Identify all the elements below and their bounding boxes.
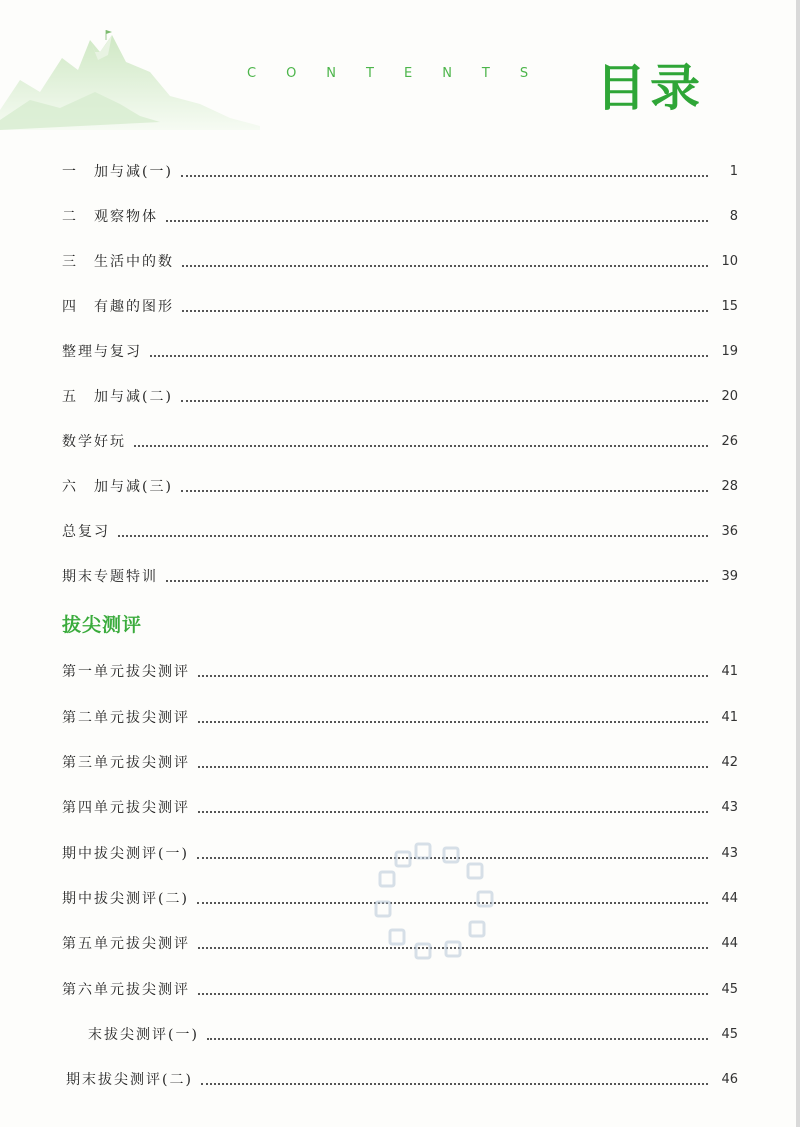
- test-entry[interactable]: [62, 976, 738, 1000]
- toc-entry[interactable]: [62, 428, 738, 452]
- test-page-number: 41: [721, 710, 738, 725]
- test-label: 期末拔尖测评(二): [66, 1072, 193, 1088]
- test-page-number: 44: [721, 891, 738, 906]
- dot-leader: [150, 355, 708, 357]
- toc-page-number: 10: [721, 254, 738, 269]
- toc-entry[interactable]: [62, 248, 738, 272]
- dot-leader: [181, 400, 708, 402]
- test-page-number: 42: [721, 755, 738, 770]
- toc-page-number: 8: [729, 209, 738, 224]
- test-label: 期中拔尖测评(二): [62, 891, 189, 907]
- test-page-number: 45: [721, 982, 738, 997]
- dot-leader: [181, 490, 708, 492]
- dot-leader: [198, 766, 708, 768]
- test-entry[interactable]: [66, 1066, 738, 1090]
- test-page-number: 44: [721, 936, 738, 951]
- test-page-number: 43: [721, 846, 738, 861]
- test-entry[interactable]: [62, 704, 738, 728]
- test-page-number: 41: [721, 664, 738, 679]
- toc-page-number: 39: [721, 569, 738, 584]
- toc-number: 四: [62, 299, 76, 315]
- dot-leader: [134, 445, 708, 447]
- test-label: 末拔尖测评(一): [88, 1027, 199, 1043]
- test-label: 第二单元拔尖测评: [62, 710, 190, 726]
- toc-number: 六: [62, 479, 76, 495]
- toc-page-number: 1: [729, 164, 738, 179]
- toc-label: 生活中的数: [94, 254, 174, 270]
- toc-label: 观察物体: [94, 209, 158, 225]
- toc-number: 三: [62, 254, 76, 270]
- toc-label: 总复习: [62, 524, 110, 540]
- test-label: 期中拔尖测评(一): [62, 846, 189, 862]
- dot-leader: [198, 675, 708, 677]
- toc-entry[interactable]: [62, 383, 738, 407]
- test-page-number: 45: [721, 1027, 738, 1042]
- dot-leader: [181, 175, 708, 177]
- contents-word: CONTENTS: [247, 66, 559, 81]
- toc-entry[interactable]: [62, 473, 738, 497]
- test-label: 第一单元拔尖测评: [62, 664, 190, 680]
- toc-label: 整理与复习: [62, 344, 142, 360]
- test-entry[interactable]: [62, 658, 738, 682]
- toc-page-number: 19: [721, 344, 738, 359]
- test-label: 第四单元拔尖测评: [62, 800, 190, 816]
- mountain-illustration: [0, 0, 260, 130]
- toc-label: 加与减(一): [94, 164, 173, 180]
- toc-entry[interactable]: [62, 293, 738, 317]
- toc-label: 加与减(三): [94, 479, 173, 495]
- dot-leader: [118, 535, 708, 537]
- dot-leader: [182, 310, 708, 312]
- test-entry[interactable]: [62, 794, 738, 818]
- toc-label: 加与减(二): [94, 389, 173, 405]
- toc-number: 一: [62, 164, 76, 180]
- test-entry[interactable]: [88, 1021, 738, 1045]
- section-heading: 拔尖测评: [62, 614, 143, 636]
- toc-entry[interactable]: [62, 158, 738, 182]
- toc-number: 二: [62, 209, 76, 225]
- toc-entry[interactable]: [62, 203, 738, 227]
- toc-entry[interactable]: [62, 338, 738, 362]
- toc-entry[interactable]: [62, 518, 738, 542]
- toc-page-number: 15: [721, 299, 738, 314]
- dot-leader: [201, 1083, 708, 1085]
- page-title: 目录: [596, 59, 704, 117]
- toc-label: 有趣的图形: [94, 299, 174, 315]
- test-entry[interactable]: [62, 749, 738, 773]
- dot-leader: [166, 220, 708, 222]
- toc-page-number: 36: [721, 524, 738, 539]
- toc-entry[interactable]: [62, 563, 738, 587]
- toc-number: 五: [62, 389, 76, 405]
- test-page-number: 46: [721, 1072, 738, 1087]
- toc-page-number: 20: [721, 389, 738, 404]
- dot-leader: [207, 1038, 708, 1040]
- toc-page-number: 26: [721, 434, 738, 449]
- test-label: 第三单元拔尖测评: [62, 755, 190, 771]
- toc-label: 期末专题特训: [62, 569, 158, 585]
- dot-leader: [198, 811, 708, 813]
- page-edge: [796, 0, 800, 1127]
- dot-leader: [198, 993, 708, 995]
- test-page-number: 43: [721, 800, 738, 815]
- toc-label: 数学好玩: [62, 434, 126, 450]
- dot-leader: [182, 265, 708, 267]
- dot-leader: [198, 721, 708, 723]
- dot-leader: [166, 580, 708, 582]
- test-label: 第五单元拔尖测评: [62, 936, 190, 952]
- toc-page-number: 28: [721, 479, 738, 494]
- watermark-stamp: [356, 826, 506, 976]
- test-label: 第六单元拔尖测评: [62, 982, 190, 998]
